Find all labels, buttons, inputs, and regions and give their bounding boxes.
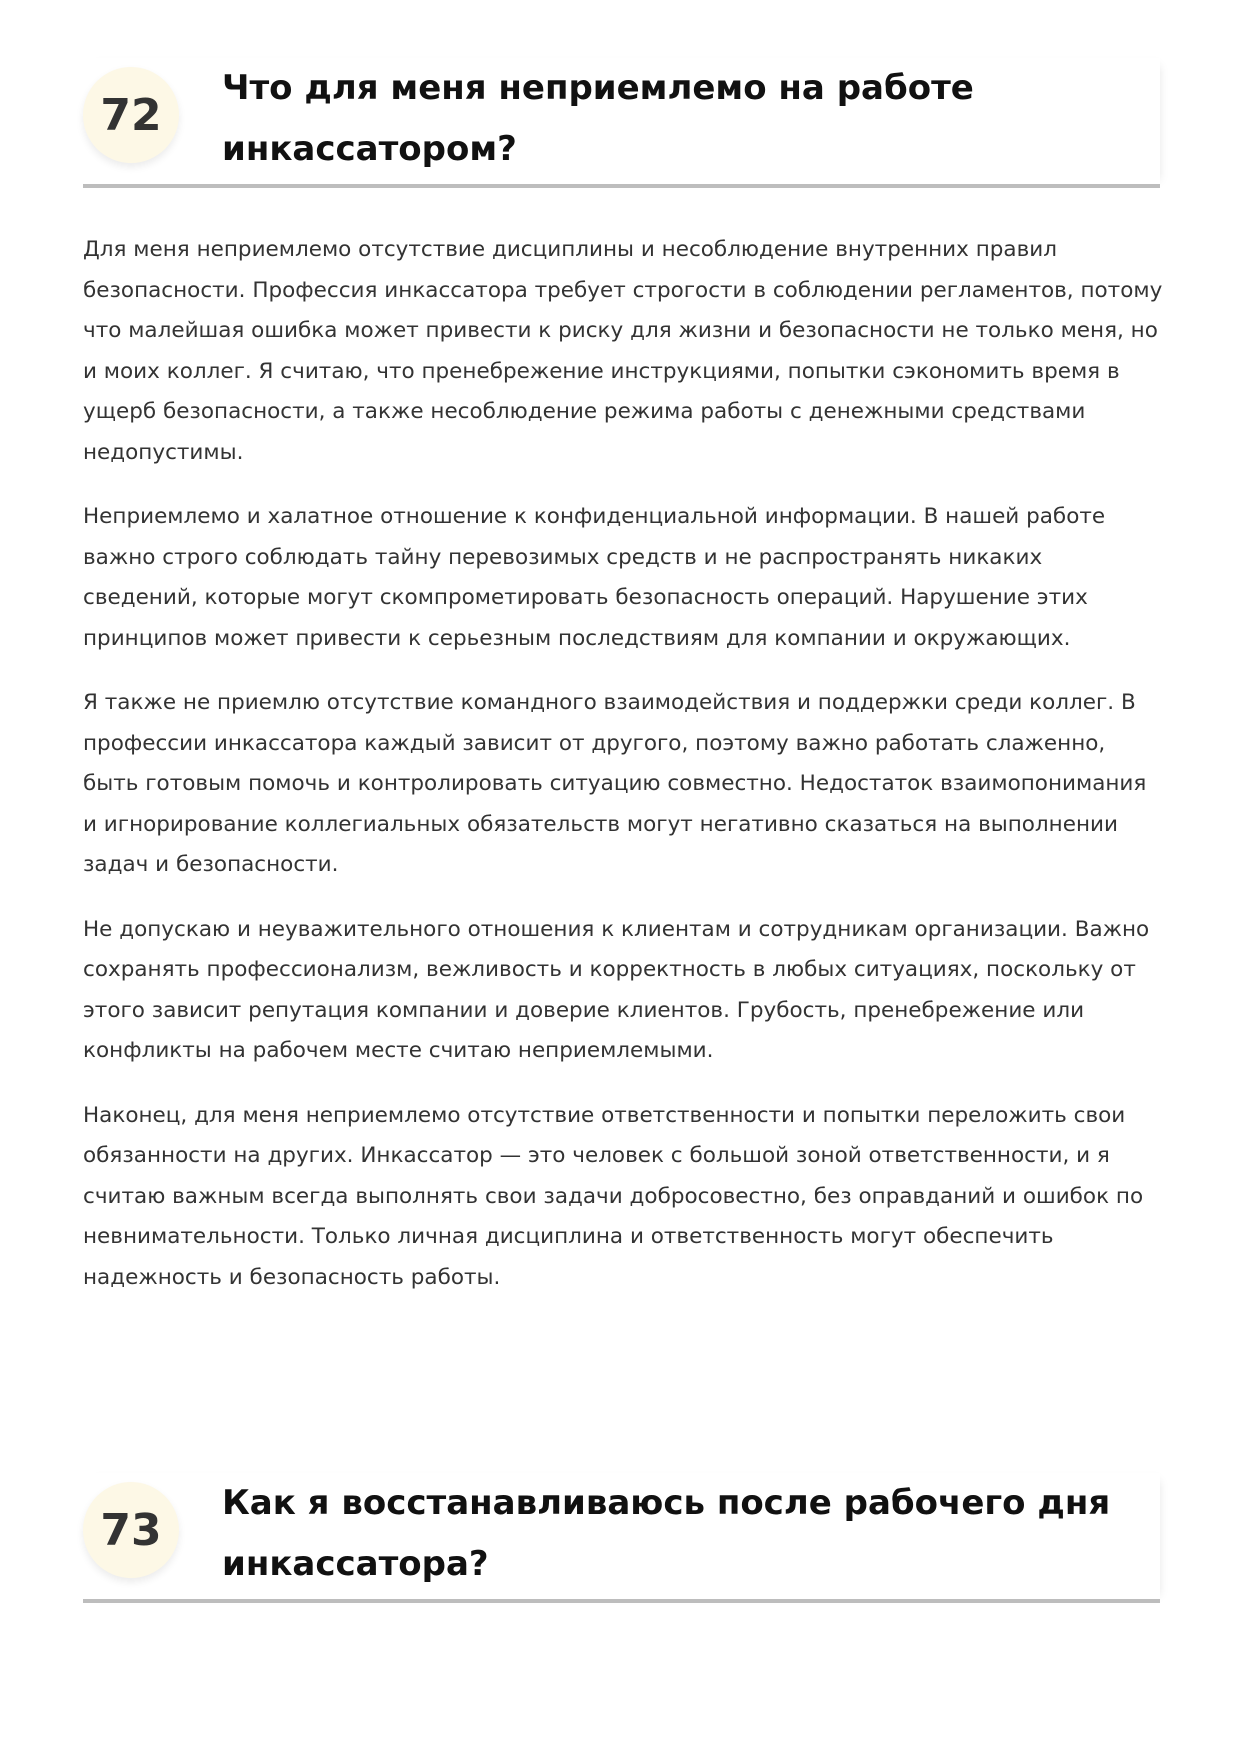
question-number-badge: 73 bbox=[83, 1482, 179, 1578]
answer-paragraph: Для меня неприемлемо отсутствие дисциплины и несоблюдение внутренних правил безопасности. Профессия инкассатора требует строгости в соблюдении регламентов, потому что малейшая ошибка может привести к риску для жизни и безопасности не только меня, но и моих коллег. Я считаю, что пренебрежение инструкциями, попытки сэкономить время в ущерб безопасности, а также несоблюдение режима работы с денежными средствами недопустимы. bbox=[83, 237, 1163, 465]
answer-paragraph: Я также не приемлю отсутствие командного взаимодействия и поддержки среди коллег. В профессии инкассатора каждый зависит от другого, поэтому важно работать слаженно, быть готовым помочь и контролировать ситуацию совместно. Недостаток взаимопонимания и игнорирование коллегиальных обязательств могут негативно сказаться на выполнении задач и безопасности. bbox=[83, 690, 1147, 877]
question-header-73 bbox=[83, 1473, 1160, 1603]
answer-paragraph: Наконец, для меня неприемлемо отсутствие ответственности и попытки переложить свои обязанности на других. Инкассатор — это человек с большой зоной ответственности, и я считаю важным всегда выполнять свои задачи добросовестно, без оправданий и ошибок по невнимательности. Только личная дисциплина и ответственность могут обеспечить надежность и безопасность работы. bbox=[83, 1102, 1144, 1290]
question-number-badge: 72 bbox=[83, 67, 179, 163]
answer-paragraph: Неприемлемо и халатное отношение к конфиденциальной информации. В нашей работе важно строго соблюдать тайну перевозимых средств и не распространять никаких сведений, которые могут скомпрометировать безопасность операций. Нарушение этих принципов может привести к серьезным последствиям для компании и окружающих. bbox=[83, 504, 1106, 651]
answer-body-72 bbox=[83, 230, 1163, 1322]
question-title: Как я восстанавливаюсь после рабочего дня инкассатора? bbox=[222, 1483, 1111, 1584]
question-title: Что для меня неприемлемо на работе инкассатором? bbox=[222, 68, 974, 169]
question-header-72 bbox=[83, 58, 1160, 188]
answer-paragraph: Не допускаю и неуважительного отношения к клиентам и сотрудникам организации. Важно сохранять профессионализм, вежливость и корректность в любых ситуациях, поскольку от этого зависит репутация компании и доверие клиентов. Грубость, пренебрежение или конфликты на рабочем месте считаю неприемлемыми. bbox=[83, 916, 1150, 1063]
